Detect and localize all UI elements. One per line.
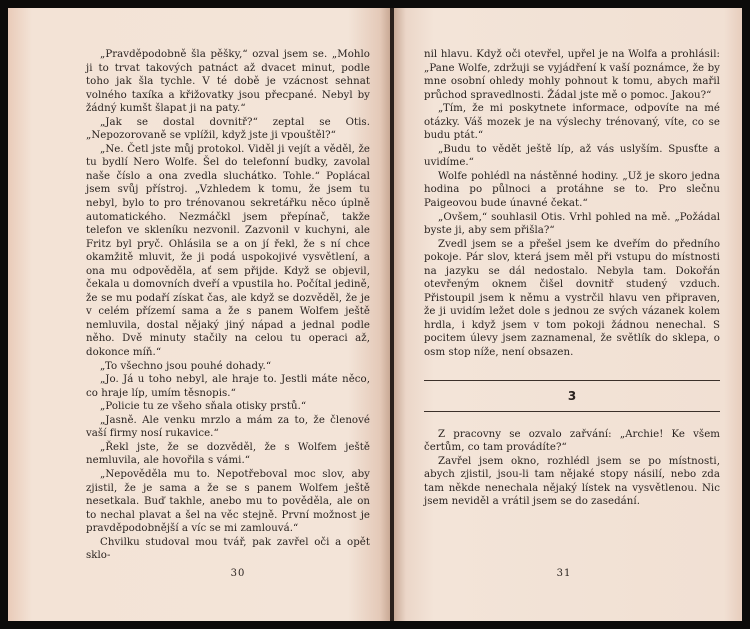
left-page-text xyxy=(86,48,370,563)
open-book xyxy=(8,8,742,621)
paragraph: „To všechno jsou pouhé dohady.“ xyxy=(100,360,272,372)
page-number-left: 30 xyxy=(230,568,246,579)
paragraph: Zvedl jsem se a přešel jsem ke dveřím do předního pokoje. Pár slov, která jsem měl při vstupu do místnosti na jazyku se dál nedostalo. Nebyla tam. Dokořán otevřeným oknem čišel dovnitř studený vzduch. Přistoupil jsem k němu a vystrčil hlavu ven připraven, že ji uvidím ležet dole s jednou ze svých vázanek kolem hrdla, i když jsem v tom pokoji žádnou nenechal. S pocitem úlevy jsem zaznamenal, že světlík do sklepa, o osm stop níže, není obsazen. xyxy=(424,238,720,359)
paragraph: „Policie tu ze všeho sňala otisky prstů.“ xyxy=(100,401,307,413)
chapter-rule-top xyxy=(424,380,720,381)
page-number-right: 31 xyxy=(556,568,572,579)
paragraph: nil hlavu. Když oči otevřel, upřel je na Wolfa a prohlásil: „Pane Wolfe, zdržuji se vyjádření k vaší poznámce, že by mne osobní ohledy mohly pohnout k tomu, abych mařil průchod spravedlnosti. Žádal jste mě o pomoc. Jakou?“ xyxy=(424,49,720,101)
left-page xyxy=(8,8,390,621)
paragraph: „Jo. Já u toho nebyl, ale hraje to. Jestli máte něco, co hraje líp, umím těsnopis.“ xyxy=(86,374,370,399)
chapter-rule-bottom xyxy=(424,411,720,412)
paragraph: „Nepověděla mu to. Nepotřeboval moc slov, aby zjistil, že je sama a že se s panem Wolfem ještě nesetkala. Buď takhle, anebo mu to pověděla, ale on to nechal plavat a šel na věc stejně. První možnost je pravděpodobnější a víc se mi zamlouvá.“ xyxy=(86,468,370,535)
right-page-text xyxy=(424,48,720,360)
right-page-text-chapter xyxy=(424,428,720,509)
paragraph: „Pravděpodobně šla pěšky,“ ozval jsem se. „Mohlo ji to trvat takových patnáct až dvacet minut, podle toho jak šla tychle. V té době je vzácnost sehnat volného taxíka a křižovatky jsou přecpané. Nebyl by žádný kumšt šlapat ji na paty.“ xyxy=(86,49,370,115)
paragraph: „Tím, že mi poskytnete informace, odpovíte na mé otázky. Váš mozek je na výslechy trénovaný, víte, co se budu ptát.“ xyxy=(424,103,720,142)
paragraph: Zavřel jsem okno, rozhlédl jsem se po místnosti, abych zjistil, jsou-li tam nějaké stopy násilí, nebo zda tam někde nenechala nějaký lístek na vysvětlenou. Nic jsem neviděl a vrátil jsem se do zasedání. xyxy=(424,455,720,508)
paragraph: „Ovšem,“ souhlasil Otis. Vrhl pohled na mě. „Požádal byste ji, aby sem přišla?“ xyxy=(424,211,720,237)
paragraph: Chvilku studoval mou tvář, pak zavřel oči a opět sklo- xyxy=(86,536,370,562)
chapter-number: 3 xyxy=(567,388,577,403)
paragraph: Z pracovny se ozvalo zařvání: „Archie! Ke všem čertům, co tam provádíte?“ xyxy=(424,428,720,454)
paragraph: „Jasně. Ale venku mrzlo a mám za to, že členové vaší firmy nosí rukavice.“ xyxy=(86,414,370,440)
right-page xyxy=(394,8,742,621)
paragraph: „Řekl jste, že se dozvěděl, že s Wolfem ještě nemluvila, ale hovořila s vámi.“ xyxy=(86,441,370,467)
paragraph: „Ne. Četl jste můj protokol. Viděl ji vejít a věděl, že tu bydlí Nero Wolfe. Šel do telefonní budky, zavolal naše číslo a ona zvedla sluchátko. Tohle.“ Poplácal jsem svůj přístroj. „Vzhledem k tomu, že jsem tu nebyl, bylo to pro trénovanou sekretářku něco úplně automatického. Nezmáčkl jsem přepínač, takže telefon ve skleníku nezvonil. Zazvonil v kuchyni, ale Fritz byl pryč. Ohlásila se a on jí řekl, že s ní chce okamžitě mluvit, že ji podá uspokojivé vysvětlení, a ona mu odpověděla, ať sem přijde. Když se objevil, čekala u domovních dveří a vpustila ho. Počítal jedině, že se mu podaří získat čas, ale když se dozvěděl, že je v celém přízemí sama a že s panem Wolfem ještě nemluvila, dostal nějaký jiný nápad a jednal podle něho. Dvě minuty stačily na celou tu operaci až, dokonce míň.“ xyxy=(86,143,370,359)
paragraph: „Jak se dostal dovnitř?“ zeptal se Otis. „Nepozorovaně se vplížil, když jste ji vpouštěl?“ xyxy=(86,116,370,142)
paragraph: Wolfe pohlédl na nástěnné hodiny. „Už je skoro jedna hodina po půlnoci a protáhne se to. Pro slečnu Paigeovou bude únavné čekat.“ xyxy=(424,170,720,210)
paragraph: „Budu to vědět ještě líp, až vás uslyším. Spusťte a uvidíme.“ xyxy=(424,143,720,169)
